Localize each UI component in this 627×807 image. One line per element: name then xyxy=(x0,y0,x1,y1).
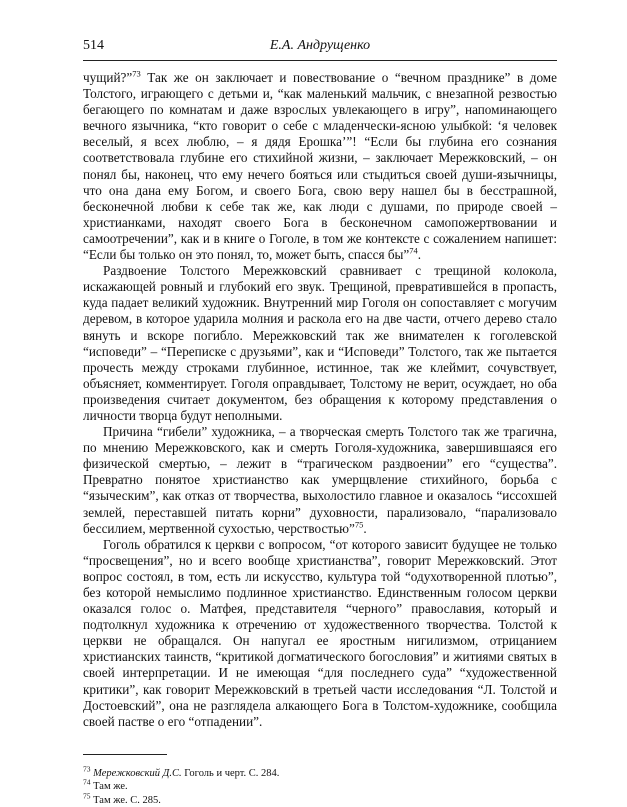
paragraph xyxy=(83,263,557,424)
footnote xyxy=(83,791,557,807)
footnote-separator xyxy=(83,754,167,755)
running-header xyxy=(83,38,557,58)
footnote-number: 75 xyxy=(83,791,91,801)
footnote-number: 73 xyxy=(83,764,91,774)
footnote-number: 74 xyxy=(83,777,91,787)
paragraph-text: . xyxy=(417,247,422,263)
footnote-author: Мережковский Д.С. xyxy=(90,767,182,779)
header-rule xyxy=(83,60,557,61)
paragraph-text: чущий?” xyxy=(83,70,133,85)
running-title: Е.А. Андрущенко xyxy=(269,38,371,53)
footnote-ref[interactable]: 73 xyxy=(132,68,141,79)
paragraph-text: . xyxy=(363,520,367,536)
footnotes xyxy=(83,764,557,807)
paragraph xyxy=(83,537,557,730)
footnote-text: Гоголь и черт. С. 284. xyxy=(181,767,280,779)
footnote xyxy=(83,777,557,794)
footnote xyxy=(83,764,557,781)
paragraph xyxy=(83,70,557,263)
footnote-text: Там же. С. 285. xyxy=(90,794,161,806)
paragraph-text: Так же он заключает и повествование о “вечном празднике” в доме Толстого, играющего с детьми и, “как маленький мальчик, с внезапной резвостью бегающего по комнатам и даже взрослых увлекающего в игру”, напоминающего вечного язычника, “кто говорит о себе с младенчески-ясною улыбкой: ‘я человек веселый, я всех люблю, – я дядя Ерошка’”! “Если бы глубина его сознания соответствовала глубине его стихийной жизни, – заключает Мережковский, – он понял бы, наконец, что ему нечего бояться или стыдиться своей души-язычницы, что она дана ему Богом, и своего Бога, свою веру нашел бы в бесстрашной, бесконечной любви к себе так же, как люди с душами, по природе своей – христианками, находят своего Бога в бесконечном самопожертвовании и самоотречении”, как и в книге о Гоголе, в том же контексте с сожалением напишет: “Если бы только он это понял, то, может быть, спасся бы” xyxy=(83,70,557,263)
body-text xyxy=(83,70,557,730)
paragraph-text: Раздвоение Толстого Мережковский сравнивает с трещиной колокола, искажающей ровный и глубокий его звук. Трещиной, превратившейся в пропасть, куда падает великий художник. Внутренний мир Гоголя он сопоставляет с могучим деревом, в которое ударила молния и раскола его на две части, отчего дерево стало вянуть и вскоре погибло. Мережковский так же внимателен к гоголевской “исповеди” – “Переписке с друзьями”, как и “Исповеди” Толстого, так же пытается прочесть между строками глубинное, истинное, так же клеймит, сочувствует, объясняет, комментирует. Гоголя оправдывает, Толстому не верит, осуждает, но оба произведения считает документом, без обращения к которому представления о личности творца будут неполными. xyxy=(83,263,557,423)
footnote-ref[interactable]: 74 xyxy=(409,245,418,256)
footnote-ref[interactable]: 75 xyxy=(354,519,364,530)
paragraph-text: Гоголь обратился к церкви с вопросом, “от которого зависит будущее не только “просвещения”, но и всего вообще христианства”, говорит Мережковский. Этот вопрос состоял, в том, есть ли искусство, культура той “одухотворенной плотью”, без которой немыслимо подлинное христианство. Единственным голосом церкви оказался голос о. Матфея, представителя “черного” православия, который и подтолкнул художника к отречению от художественного творчества. Толстой к церкви не обращался. Он напугал ее яростным нигилизмом, отрицанием христианских таинств, “критикой догматического богословия” и житиями святых в своей интерпретации. И не имеющая “для последнего суда” “художественной критики”, как говорит Мережковский в третьей части исследования “Л. Толстой и Достоевский”, она не разглядела алкающего Бога в Толстом-художнике, сообщила своей пастве о его “отпадении”. xyxy=(83,536,557,729)
paragraph-text: Причина “гибели” художника, – а творческая смерть Толстого так же трагична, по мнению Мережковского, как и смерть Гоголя-художника, завершившаяся его физической смертью, – лежит в “трагическом раздвоении” его “существа”. Превратно понятое христианство как умерщвление стихийного, борьба с “языческим”, как отказ от творчества, выхолостило главное и оказалось “иссохшей землей, переставшей питать корни” духовности, парализовало, “парализовало бессилием, мертвенной сухостью, черствостью” xyxy=(83,424,557,536)
paragraph xyxy=(83,424,557,537)
book-page xyxy=(83,38,557,807)
page-number: 514 xyxy=(83,38,104,53)
footnote-text: Там же. xyxy=(90,781,128,793)
